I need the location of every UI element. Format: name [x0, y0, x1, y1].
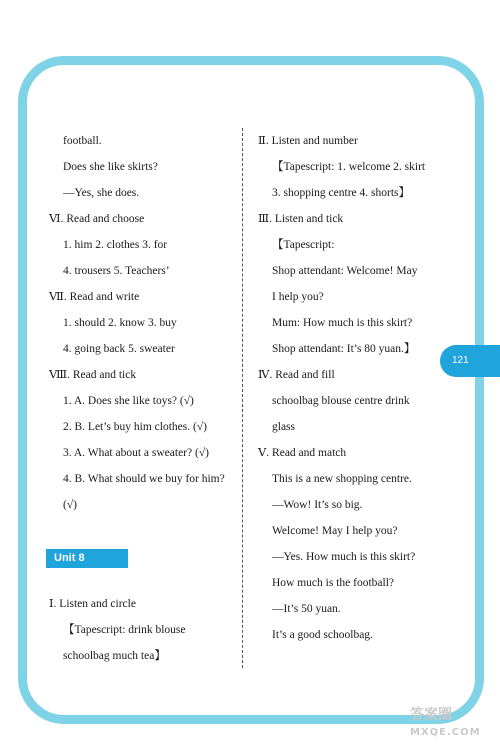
text-line: 【Tapescript: [272, 239, 335, 251]
column-divider [242, 128, 243, 668]
watermark-logo [410, 706, 498, 746]
text-line: Ⅱ. Listen and number [258, 135, 358, 147]
text-line: 4. trousers 5. Teachers’ [63, 265, 170, 277]
text-line: football. [63, 135, 102, 147]
text-line: 4. B. What should we buy for him? [63, 473, 225, 485]
text-line: It’s a good schoolbag. [272, 629, 373, 641]
text-line: Ⅳ. Read and fill [258, 369, 335, 381]
text-line: Ⅲ. Listen and tick [258, 213, 344, 225]
text-line: —Yes, she does. [63, 187, 140, 199]
text-line: —Wow! It’s so big. [272, 499, 363, 511]
text-line: 【Tapescript: drink blouse [63, 624, 186, 636]
text-line: schoolbag much tea】 [63, 650, 166, 662]
text-line: Does she like skirts? [63, 161, 158, 173]
text-line: glass [272, 421, 295, 433]
watermark-url: MXQE.COM [410, 727, 481, 738]
watermark-text: 答案圈 [410, 707, 452, 723]
text-line: (√) [63, 499, 77, 511]
text-line: I help you? [272, 291, 324, 303]
text-line: —Yes. How much is this skirt? [272, 551, 416, 563]
text-line: —It’s 50 yuan. [272, 603, 341, 615]
text-line: Ⅴ. Read and match [258, 447, 347, 459]
text-line: 1. A. Does she like toys? (√) [63, 395, 194, 407]
text-line: Shop attendant: Welcome! May [272, 265, 418, 277]
text-line: 1. him 2. clothes 3. for [63, 239, 168, 251]
text-line: 2. B. Let’s buy him clothes. (√) [63, 421, 207, 433]
text-line: 4. going back 5. sweater [63, 343, 175, 355]
text-line: Ⅷ. Read and tick [49, 369, 137, 381]
text-line: 3. A. What about a sweater? (√) [63, 447, 209, 459]
text-line: Ⅰ. Listen and circle [49, 598, 136, 610]
text-line: Welcome! May I help you? [272, 525, 398, 537]
text-line: 1. should 2. know 3. buy [63, 317, 177, 329]
text-line: Mum: How much is this skirt? [272, 317, 413, 329]
page-number-tab: 121 [440, 345, 500, 377]
text-line: 3. shopping centre 4. shorts】 [272, 187, 410, 199]
text-line: Ⅵ. Read and choose [49, 213, 145, 225]
text-line: schoolbag blouse centre drink [272, 395, 410, 407]
text-line: Shop attendant: It’s 80 yuan.】 [272, 343, 416, 355]
text-line: 【Tapescript: 1. welcome 2. skirt [272, 161, 426, 173]
unit-label: Unit 8 [46, 549, 128, 568]
text-line: Ⅶ. Read and write [49, 291, 140, 303]
text-line: How much is the football? [272, 577, 395, 589]
text-line: This is a new shopping centre. [272, 473, 412, 485]
